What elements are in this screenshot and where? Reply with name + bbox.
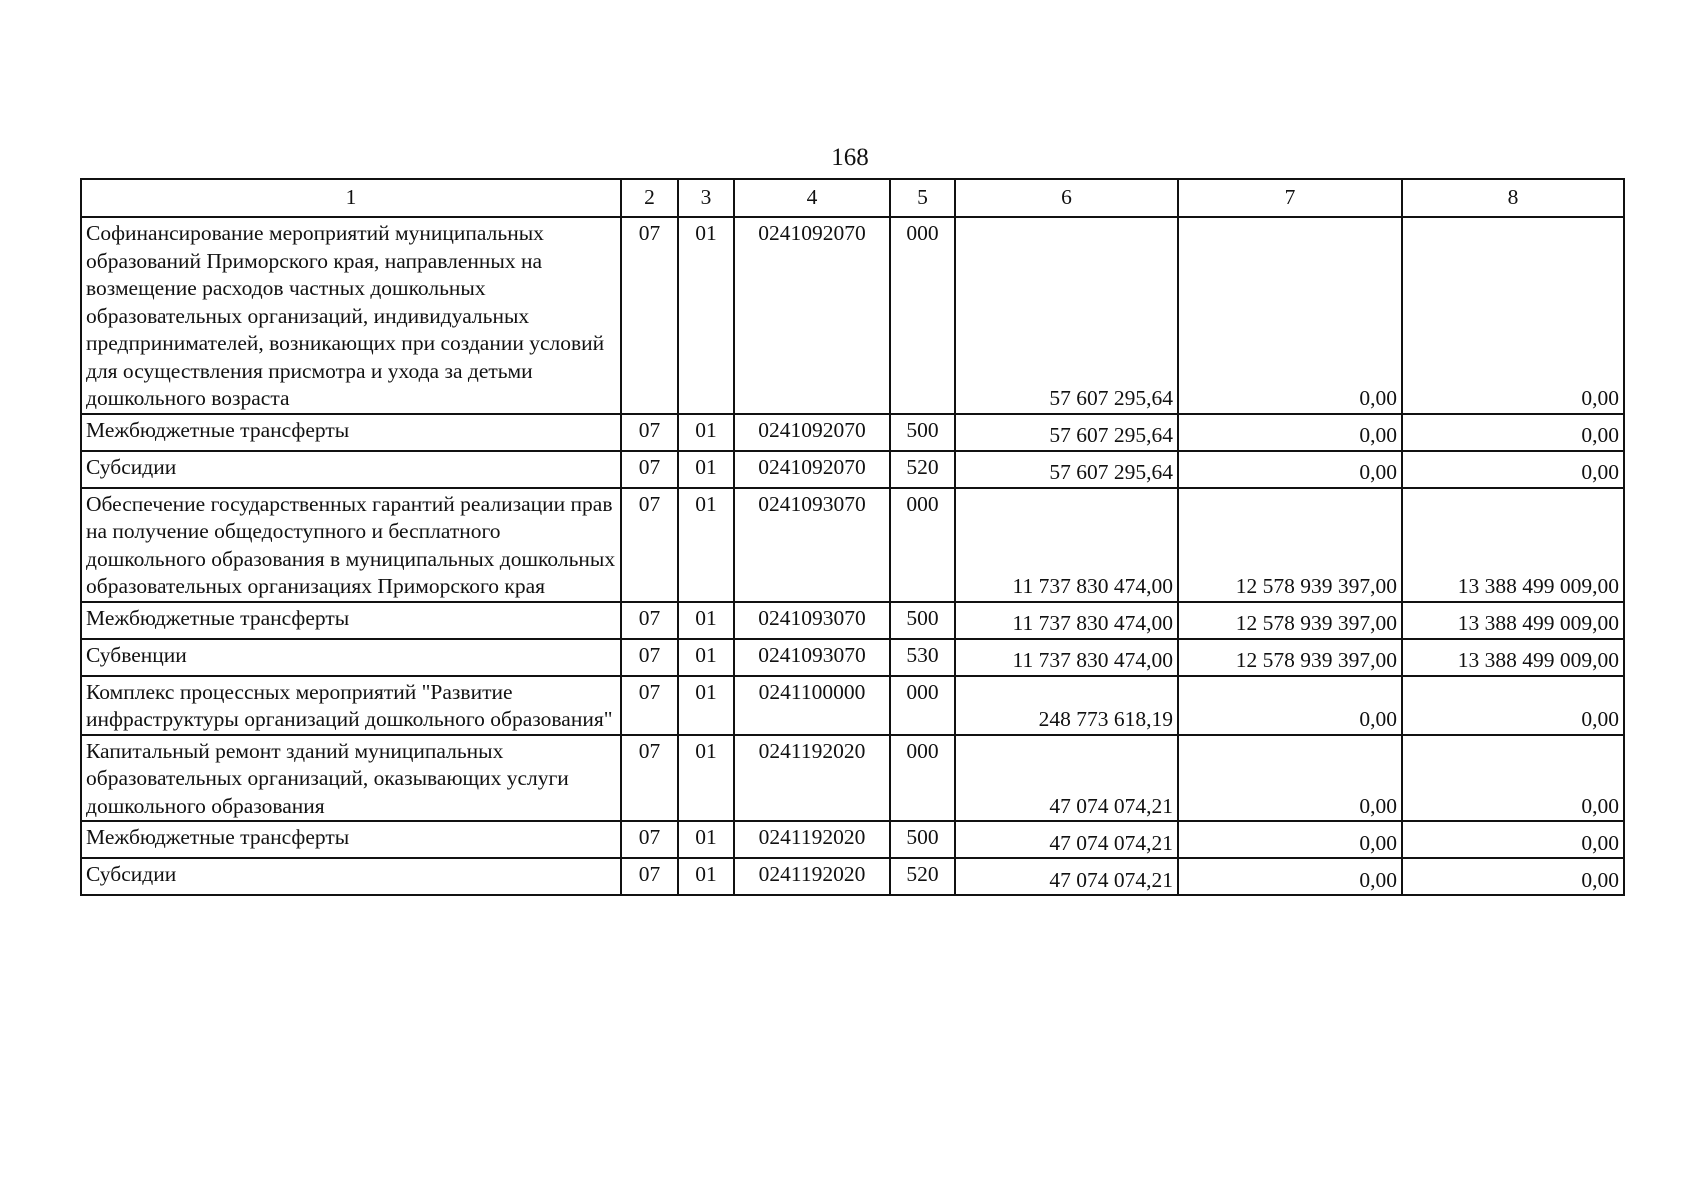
section-code: 07 — [621, 217, 678, 414]
amount-col6: 11 737 830 474,00 — [955, 602, 1178, 639]
column-header: 2 — [621, 179, 678, 217]
section-code: 07 — [621, 821, 678, 858]
subsection-code: 01 — [678, 858, 734, 895]
expense-type-code: 000 — [890, 488, 955, 602]
row-name: Межбюджетные трансферты — [81, 821, 621, 858]
header-row — [81, 179, 1624, 217]
subsection-code: 01 — [678, 639, 734, 676]
table-row — [81, 488, 1624, 602]
row-name: Субсидии — [81, 858, 621, 895]
budget-table — [80, 178, 1625, 896]
amount-col7: 0,00 — [1178, 414, 1402, 451]
row-name: Капитальный ремонт зданий муниципальных образовательных организаций, оказывающих услуги дошкольного образования — [81, 735, 621, 822]
column-header: 7 — [1178, 179, 1402, 217]
subsection-code: 01 — [678, 217, 734, 414]
subsection-code: 01 — [678, 488, 734, 602]
expense-type-code: 520 — [890, 451, 955, 488]
subsection-code: 01 — [678, 451, 734, 488]
target-article-code: 0241093070 — [734, 602, 890, 639]
row-name: Субсидии — [81, 451, 621, 488]
amount-col7: 0,00 — [1178, 735, 1402, 822]
table-row — [81, 676, 1624, 735]
row-name: Межбюджетные трансферты — [81, 414, 621, 451]
target-article-code: 0241092070 — [734, 217, 890, 414]
subsection-code: 01 — [678, 676, 734, 735]
section-code: 07 — [621, 858, 678, 895]
amount-col6: 57 607 295,64 — [955, 414, 1178, 451]
column-header: 4 — [734, 179, 890, 217]
subsection-code: 01 — [678, 602, 734, 639]
expense-type-code: 520 — [890, 858, 955, 895]
column-header: 8 — [1402, 179, 1624, 217]
amount-col6: 248 773 618,19 — [955, 676, 1178, 735]
amount-col6: 47 074 074,21 — [955, 821, 1178, 858]
amount-col8: 13 388 499 009,00 — [1402, 602, 1624, 639]
amount-col8: 13 388 499 009,00 — [1402, 639, 1624, 676]
expense-type-code: 500 — [890, 821, 955, 858]
amount-col8: 0,00 — [1402, 217, 1624, 414]
amount-col7: 12 578 939 397,00 — [1178, 639, 1402, 676]
column-header: 3 — [678, 179, 734, 217]
amount-col7: 0,00 — [1178, 217, 1402, 414]
row-name: Комплекс процессных мероприятий "Развитие инфраструктуры организаций дошкольного образования" — [81, 676, 621, 735]
table-row — [81, 414, 1624, 451]
target-article-code: 0241092070 — [734, 451, 890, 488]
amount-col6: 57 607 295,64 — [955, 217, 1178, 414]
amount-col7: 0,00 — [1178, 858, 1402, 895]
expense-type-code: 000 — [890, 735, 955, 822]
subsection-code: 01 — [678, 821, 734, 858]
section-code: 07 — [621, 735, 678, 822]
table-row — [81, 451, 1624, 488]
target-article-code: 0241093070 — [734, 639, 890, 676]
amount-col8: 0,00 — [1402, 676, 1624, 735]
amount-col8: 13 388 499 009,00 — [1402, 488, 1624, 602]
expense-type-code: 500 — [890, 414, 955, 451]
row-name: Межбюджетные трансферты — [81, 602, 621, 639]
expense-type-code: 530 — [890, 639, 955, 676]
expense-type-code: 000 — [890, 217, 955, 414]
column-header: 6 — [955, 179, 1178, 217]
amount-col6: 47 074 074,21 — [955, 858, 1178, 895]
section-code: 07 — [621, 488, 678, 602]
page-number: 168 — [831, 144, 869, 171]
target-article-code: 0241093070 — [734, 488, 890, 602]
table-row — [81, 217, 1624, 414]
row-name: Софинансирование мероприятий муниципальных образований Приморского края, направленных на возмещение расходов частных дошкольных образовательных организаций, индивидуальных предпринимателей, возникающих при создании условий для осуществления присмотра и ухода за детьми дошкольного возраста — [81, 217, 621, 414]
amount-col6: 11 737 830 474,00 — [955, 639, 1178, 676]
row-name: Субвенции — [81, 639, 621, 676]
section-code: 07 — [621, 676, 678, 735]
table-row — [81, 821, 1624, 858]
section-code: 07 — [621, 602, 678, 639]
table-row — [81, 639, 1624, 676]
amount-col7: 0,00 — [1178, 821, 1402, 858]
target-article-code: 0241100000 — [734, 676, 890, 735]
column-header: 1 — [81, 179, 621, 217]
target-article-code: 0241192020 — [734, 821, 890, 858]
subsection-code: 01 — [678, 735, 734, 822]
subsection-code: 01 — [678, 414, 734, 451]
section-code: 07 — [621, 414, 678, 451]
amount-col6: 57 607 295,64 — [955, 451, 1178, 488]
row-name: Обеспечение государственных гарантий реализации прав на получение общедоступного и бесплатного дошкольного образования в муниципальных дошкольных образовательных организациях Приморского края — [81, 488, 621, 602]
section-code: 07 — [621, 639, 678, 676]
table-row — [81, 858, 1624, 895]
target-article-code: 0241192020 — [734, 858, 890, 895]
amount-col8: 0,00 — [1402, 414, 1624, 451]
amount-col7: 0,00 — [1178, 451, 1402, 488]
target-article-code: 0241092070 — [734, 414, 890, 451]
expense-type-code: 000 — [890, 676, 955, 735]
amount-col8: 0,00 — [1402, 451, 1624, 488]
section-code: 07 — [621, 451, 678, 488]
expense-type-code: 500 — [890, 602, 955, 639]
amount-col7: 12 578 939 397,00 — [1178, 488, 1402, 602]
column-header: 5 — [890, 179, 955, 217]
amount-col8: 0,00 — [1402, 858, 1624, 895]
amount-col7: 0,00 — [1178, 676, 1402, 735]
amount-col6: 11 737 830 474,00 — [955, 488, 1178, 602]
amount-col6: 47 074 074,21 — [955, 735, 1178, 822]
table-row — [81, 735, 1624, 822]
target-article-code: 0241192020 — [734, 735, 890, 822]
amount-col7: 12 578 939 397,00 — [1178, 602, 1402, 639]
amount-col8: 0,00 — [1402, 735, 1624, 822]
table-row — [81, 602, 1624, 639]
amount-col8: 0,00 — [1402, 821, 1624, 858]
